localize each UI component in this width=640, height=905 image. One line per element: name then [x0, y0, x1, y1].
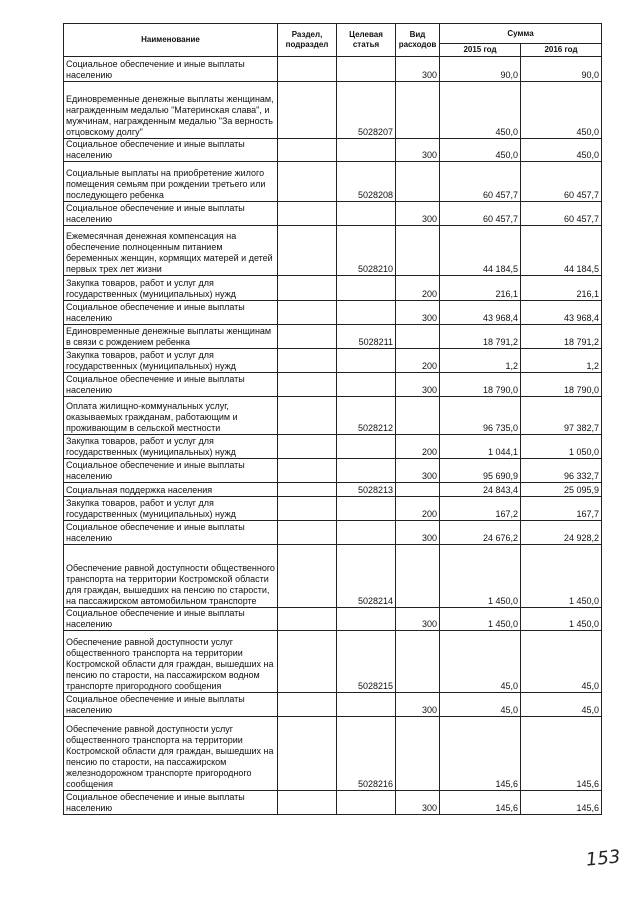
cell-name: Оплата жилищно-коммунальных услуг, оказываемых гражданам, работающим и проживающим в сельской местности [64, 397, 278, 435]
cell-section [278, 545, 337, 608]
cell-sum-2016: 25 095,9 [521, 483, 602, 497]
cell-expense-type [396, 631, 440, 693]
table-row [64, 631, 602, 693]
cell-sum-2015: 95 690,9 [440, 459, 521, 483]
cell-section [278, 791, 337, 815]
cell-sum-2016: 44 184,5 [521, 226, 602, 276]
table-row [64, 349, 602, 373]
table-row [64, 57, 602, 82]
cell-target: 5028216 [337, 717, 396, 791]
cell-expense-type: 300 [396, 521, 440, 545]
cell-name: Обеспечение равной доступности услуг общественного транспорта на территории Костромской области для граждан, вышедших на пенсию по старости, на пассажирском водном транспорте пригородного сообщения [64, 631, 278, 693]
cell-sum-2016: 1 450,0 [521, 608, 602, 631]
cell-expense-type [396, 325, 440, 349]
cell-section [278, 397, 337, 435]
table-row [64, 483, 602, 497]
cell-sum-2016: 18 790,0 [521, 373, 602, 397]
cell-expense-type: 300 [396, 693, 440, 717]
cell-section [278, 459, 337, 483]
cell-section [278, 631, 337, 693]
cell-sum-2016: 18 791,2 [521, 325, 602, 349]
cell-sum-2015: 45,0 [440, 631, 521, 693]
cell-target [337, 373, 396, 397]
cell-sum-2015: 1 044,1 [440, 435, 521, 459]
cell-section [278, 693, 337, 717]
cell-sum-2016: 45,0 [521, 693, 602, 717]
cell-sum-2015: 60 457,7 [440, 202, 521, 226]
cell-sum-2015: 45,0 [440, 693, 521, 717]
cell-section [278, 226, 337, 276]
cell-target: 5028214 [337, 545, 396, 608]
cell-section [278, 521, 337, 545]
cell-sum-2015: 145,6 [440, 717, 521, 791]
cell-target: 5028207 [337, 82, 396, 139]
cell-name: Социальное обеспечение и иные выплаты населению [64, 459, 278, 483]
cell-sum-2015: 24 676,2 [440, 521, 521, 545]
table-row [64, 521, 602, 545]
cell-sum-2015: 167,2 [440, 497, 521, 521]
cell-sum-2016: 24 928,2 [521, 521, 602, 545]
cell-expense-type: 300 [396, 459, 440, 483]
cell-expense-type [396, 226, 440, 276]
cell-target [337, 791, 396, 815]
cell-expense-type: 300 [396, 608, 440, 631]
cell-name: Единовременные денежные выплаты женщинам в связи с рождением ребенка [64, 325, 278, 349]
cell-name: Социальное обеспечение и иные выплаты населению [64, 608, 278, 631]
cell-name: Обеспечение равной доступности общественного транспорта на территории Костромской области для граждан, вышедших на пенсию по старости, на пассажирском автомобильном транспорте [64, 545, 278, 608]
cell-expense-type: 200 [396, 349, 440, 373]
cell-target [337, 497, 396, 521]
cell-section [278, 301, 337, 325]
cell-sum-2015: 24 843,4 [440, 483, 521, 497]
cell-sum-2015: 216,1 [440, 276, 521, 301]
cell-sum-2016: 43 968,4 [521, 301, 602, 325]
cell-name: Социальное обеспечение и иные выплаты населению [64, 301, 278, 325]
cell-sum-2015: 96 735,0 [440, 397, 521, 435]
cell-section [278, 349, 337, 373]
table-row [64, 608, 602, 631]
cell-section [278, 162, 337, 202]
table-row [64, 202, 602, 226]
table-row [64, 459, 602, 483]
cell-expense-type: 200 [396, 497, 440, 521]
table-row [64, 325, 602, 349]
cell-expense-type [396, 717, 440, 791]
cell-name: Социальное обеспечение и иные выплаты населению [64, 57, 278, 82]
cell-sum-2016: 145,6 [521, 791, 602, 815]
cell-expense-type: 200 [396, 435, 440, 459]
cell-expense-type [396, 545, 440, 608]
cell-sum-2016: 145,6 [521, 717, 602, 791]
cell-sum-2015: 90,0 [440, 57, 521, 82]
page-number: 153 [584, 846, 622, 871]
cell-expense-type: 300 [396, 301, 440, 325]
table-row [64, 791, 602, 815]
cell-expense-type: 300 [396, 57, 440, 82]
cell-sum-2015: 1 450,0 [440, 608, 521, 631]
cell-target: 5028211 [337, 325, 396, 349]
cell-name: Социальная поддержка населения [64, 483, 278, 497]
cell-name: Закупка товаров, работ и услуг для государственных (муниципальных) нужд [64, 349, 278, 373]
cell-section [278, 717, 337, 791]
cell-expense-type [396, 162, 440, 202]
cell-expense-type: 300 [396, 791, 440, 815]
header-target: Целевая статья [337, 24, 396, 57]
cell-sum-2015: 145,6 [440, 791, 521, 815]
cell-target [337, 139, 396, 162]
cell-target [337, 57, 396, 82]
cell-section [278, 483, 337, 497]
cell-target: 5028212 [337, 397, 396, 435]
header-name: Наименование [64, 24, 278, 57]
cell-target [337, 521, 396, 545]
cell-section [278, 82, 337, 139]
cell-name: Социальное обеспечение и иные выплаты населению [64, 373, 278, 397]
cell-name: Социальное обеспечение и иные выплаты населению [64, 139, 278, 162]
table-row [64, 693, 602, 717]
cell-section [278, 202, 337, 226]
cell-section [278, 497, 337, 521]
cell-sum-2016: 1,2 [521, 349, 602, 373]
header-section: Раздел, подраздел [278, 24, 337, 57]
cell-sum-2016: 167,7 [521, 497, 602, 521]
cell-sum-2016: 97 382,7 [521, 397, 602, 435]
cell-sum-2015: 450,0 [440, 82, 521, 139]
cell-expense-type: 300 [396, 373, 440, 397]
header-year-2015: 2015 год [440, 44, 521, 57]
cell-sum-2016: 60 457,7 [521, 162, 602, 202]
cell-section [278, 57, 337, 82]
table-row [64, 435, 602, 459]
table-row [64, 717, 602, 791]
cell-target [337, 349, 396, 373]
budget-table [63, 23, 602, 815]
table-row [64, 276, 602, 301]
cell-sum-2016: 450,0 [521, 139, 602, 162]
table-row [64, 226, 602, 276]
cell-target [337, 435, 396, 459]
table-row [64, 397, 602, 435]
cell-sum-2015: 18 790,0 [440, 373, 521, 397]
table-row [64, 497, 602, 521]
cell-section [278, 139, 337, 162]
cell-sum-2015: 43 968,4 [440, 301, 521, 325]
cell-target: 5028215 [337, 631, 396, 693]
cell-name: Социальное обеспечение и иные выплаты населению [64, 202, 278, 226]
cell-name: Социальные выплаты на приобретение жилого помещения семьям при рождении третьего или последующего ребенка [64, 162, 278, 202]
cell-sum-2015: 1,2 [440, 349, 521, 373]
cell-target [337, 459, 396, 483]
table-row [64, 162, 602, 202]
cell-target [337, 693, 396, 717]
cell-section [278, 608, 337, 631]
cell-name: Закупка товаров, работ и услуг для государственных (муниципальных) нужд [64, 435, 278, 459]
cell-sum-2016: 1 450,0 [521, 545, 602, 608]
cell-section [278, 276, 337, 301]
cell-name: Социальное обеспечение и иные выплаты населению [64, 693, 278, 717]
table-row [64, 545, 602, 608]
cell-sum-2015: 1 450,0 [440, 545, 521, 608]
cell-target: 5028208 [337, 162, 396, 202]
cell-expense-type [396, 82, 440, 139]
cell-target [337, 608, 396, 631]
cell-sum-2015: 18 791,2 [440, 325, 521, 349]
cell-target [337, 202, 396, 226]
table-row [64, 82, 602, 139]
header-year-2016: 2016 год [521, 44, 602, 57]
table-row [64, 373, 602, 397]
cell-sum-2016: 96 332,7 [521, 459, 602, 483]
cell-section [278, 325, 337, 349]
cell-sum-2016: 216,1 [521, 276, 602, 301]
cell-name: Социальное обеспечение и иные выплаты населению [64, 521, 278, 545]
table-row [64, 301, 602, 325]
cell-sum-2015: 60 457,7 [440, 162, 521, 202]
cell-sum-2016: 90,0 [521, 57, 602, 82]
cell-name: Единовременные денежные выплаты женщинам, награжденным медалью "Материнская слава", и мужчинам, награжденным медалью "За верность отцовскому долгу" [64, 82, 278, 139]
cell-target [337, 301, 396, 325]
cell-section [278, 435, 337, 459]
table-row [64, 139, 602, 162]
cell-target: 5028210 [337, 226, 396, 276]
cell-sum-2015: 450,0 [440, 139, 521, 162]
cell-name: Ежемесячная денежная компенсация на обеспечение полноценным питанием беременных женщин, кормящих матерей и детей первых трех лет жизни [64, 226, 278, 276]
cell-expense-type [396, 397, 440, 435]
cell-sum-2016: 45,0 [521, 631, 602, 693]
cell-name: Закупка товаров, работ и услуг для государственных (муниципальных) нужд [64, 497, 278, 521]
cell-sum-2016: 450,0 [521, 82, 602, 139]
cell-name: Закупка товаров, работ и услуг для государственных (муниципальных) нужд [64, 276, 278, 301]
cell-target: 5028213 [337, 483, 396, 497]
header-expense-type: Вид расходов [396, 24, 440, 57]
cell-sum-2016: 1 050,0 [521, 435, 602, 459]
table-body [64, 57, 602, 815]
cell-expense-type: 300 [396, 139, 440, 162]
cell-target [337, 276, 396, 301]
cell-section [278, 373, 337, 397]
header-sum: Сумма [440, 24, 602, 44]
cell-name: Социальное обеспечение и иные выплаты населению [64, 791, 278, 815]
cell-sum-2016: 60 457,7 [521, 202, 602, 226]
cell-name: Обеспечение равной доступности услуг общественного транспорта на территории Костромской области для граждан, вышедших на пенсию по старости, на пассажирском железнодорожном транспорте пригородного сообщения [64, 717, 278, 791]
cell-expense-type: 300 [396, 202, 440, 226]
cell-expense-type: 200 [396, 276, 440, 301]
cell-sum-2015: 44 184,5 [440, 226, 521, 276]
cell-expense-type [396, 483, 440, 497]
